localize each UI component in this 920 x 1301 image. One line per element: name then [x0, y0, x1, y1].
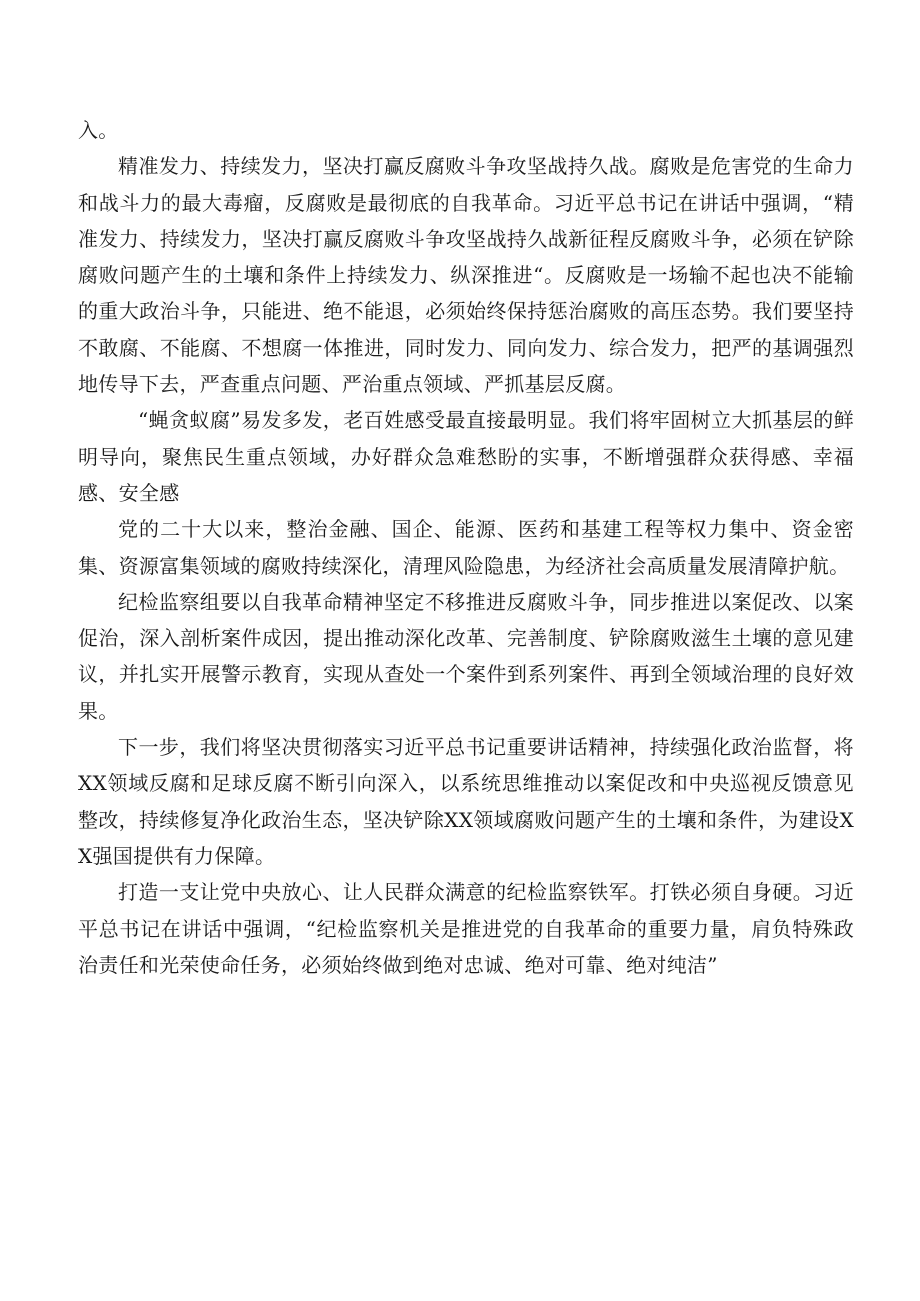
document-body — [78, 112, 854, 983]
paragraph-grassroots-corruption: “蝇贪蚁腐”易发多发，老百姓感受最直接最明显。我们将牢固树立大抓基层的鲜明导向，聚焦民生重点领域，办好群众急难愁盼的实事，不断增强群众获得感、幸福感、安全感 — [78, 408, 854, 505]
paragraph-continuation: 入。 — [78, 118, 119, 142]
paragraph-inspection-team: 纪检监察组要以自我革命精神坚定不移推进反腐败斗争，同步推进以案促改、以案促治，深入剖析案件成因，提出推动深化改革、完善制度、铲除腐败滋生土壤的意见建议，并扎实开展警示教育，实现从查处一个案件到系列案件、再到全领域治理的良好效果。 — [78, 589, 854, 723]
paragraph-next-steps: 下一步，我们将坚决贯彻落实习近平总书记重要讲话精神，持续强化政治监督，将XX领域反腐和足球反腐不断引向深入，以系统思维推动以案促改和中央巡视反馈意见整改，持续修复净化政治生态，坚决铲除XX领域腐败问题产生的土壤和条件，为建设XX强国提供有力保障。 — [78, 735, 854, 868]
paragraph-anti-corruption-precision: 精准发力、持续发力，坚决打赢反腐败斗争攻坚战持久战。腐败是危害党的生命力和战斗力的最大毒瘤，反腐败是最彻底的自我革命。习近平总书记在讲话中强调，“精准发力、持续发力，坚决打赢反腐败斗争攻坚战持久战新征程反腐败斗争，必须在铲除腐败问题产生的土壤和条件上持续发力、纵深推进“。反腐败是一场输不起也决不能输的重大政治斗争，只能进、绝不能退，必须始终保持惩治腐败的高压态势。我们要坚持不敢腐、不能腐、不想腐一体推进，同时发力、同向发力、综合发力，把严的基调强烈地传导下去，严查重点问题、严治重点领域、严抓基层反腐。 — [78, 154, 854, 397]
paragraph-twentieth-congress: 党的二十大以来，整治金融、国企、能源、医药和基建工程等权力集中、资金密集、资源富集领域的腐败持续深化，清理风险隐患，为经济社会高质量发展清障护航。 — [78, 517, 854, 578]
paragraph-iron-army: 打造一支让党中央放心、让人民群众满意的纪检监察铁军。打铁必须自身硬。习近平总书记在讲话中强调，“纪检监察机关是推进党的自我革命的重要力量，肩负特殊政治责任和光荣使命任务，必须始终做到绝对忠诚、绝对可靠、绝对纯洁” — [78, 880, 854, 977]
